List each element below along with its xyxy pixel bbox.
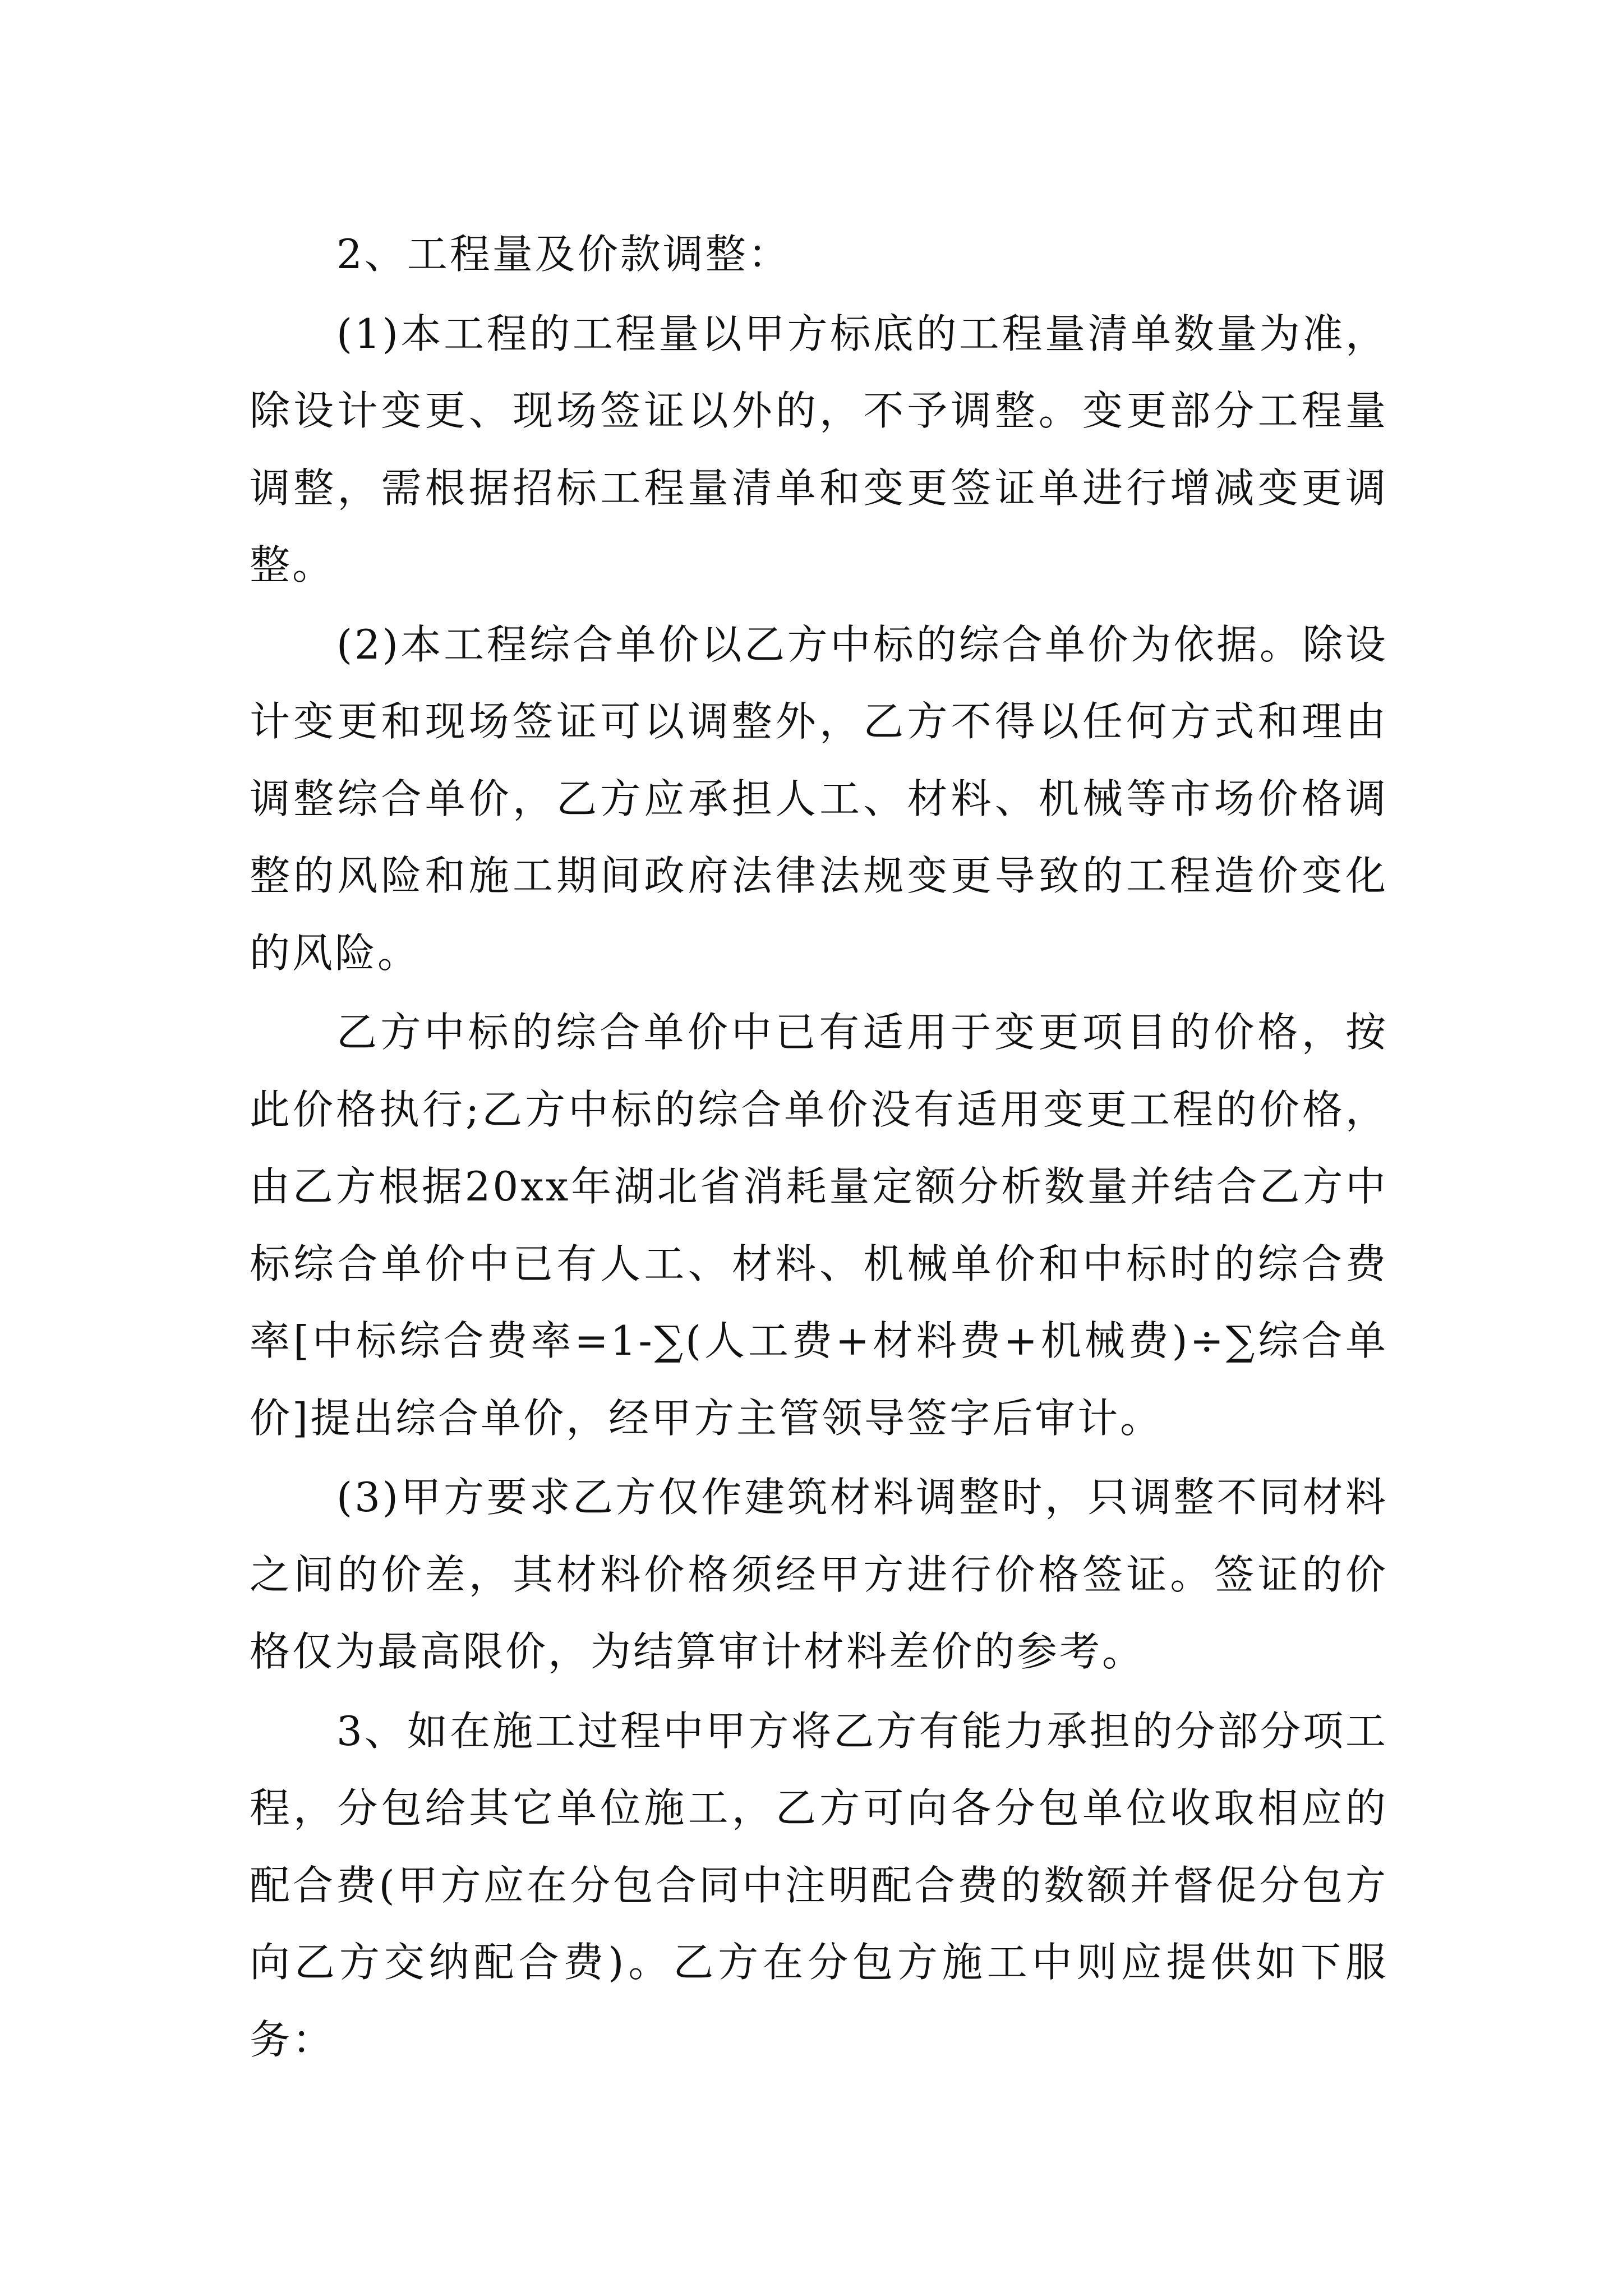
section-3-paragraph: 3、如在施工过程中甲方将乙方有能力承担的分部分项工程，分包给其它单位施工，乙方可向各分包单位收取相应的配合费(甲方应在分包合同中注明配合费的数额并督促分包方向乙方交纳配合费)。乙方在分包方施工中则应提供如下服务： xyxy=(250,1707,1388,2063)
variation-pricing-paragraph: 乙方中标的综合单价中已有适用于变更项目的价格，按此价格执行;乙方中标的综合单价没有适用变更工程的价格，由乙方根据20xx年湖北省消耗量定额分析数量并结合乙方中标综合单价中已有人工、材料、机械单价和中标时的综合费率[中标综合费率=1-∑(人工费+材料费+机械费)÷∑综合单价]提出综合单价，经甲方主管领导签字后审计。 xyxy=(250,1009,1388,1442)
document-page xyxy=(250,216,1388,2081)
section-2-heading: 2、工程量及价款调整： xyxy=(336,231,791,278)
clause-2-paragraph: (2)本工程综合单价以乙方中标的综合单价为依据。除设计变更和现场签证可以调整外，乙方不得以任何方式和理由调整综合单价，乙方应承担人工、材料、机械等市场价格调整的风险和施工期间政府法律法规变更导致的工程造价变化的风险。 xyxy=(250,620,1388,977)
clause-3-paragraph: (3)甲方要求乙方仅作建筑材料调整时，只调整不同材料之间的价差，其材料价格须经甲方进行价格签证。签证的价格仅为最高限价，为结算审计材料差价的参考。 xyxy=(250,1474,1388,1675)
clause-1-paragraph: (1)本工程的工程量以甲方标底的工程量清单数量为准，除设计变更、现场签证以外的，不予调整。变更部分工程量调整，需根据招标工程量清单和变更签证单进行增减变更调整。 xyxy=(250,310,1388,588)
